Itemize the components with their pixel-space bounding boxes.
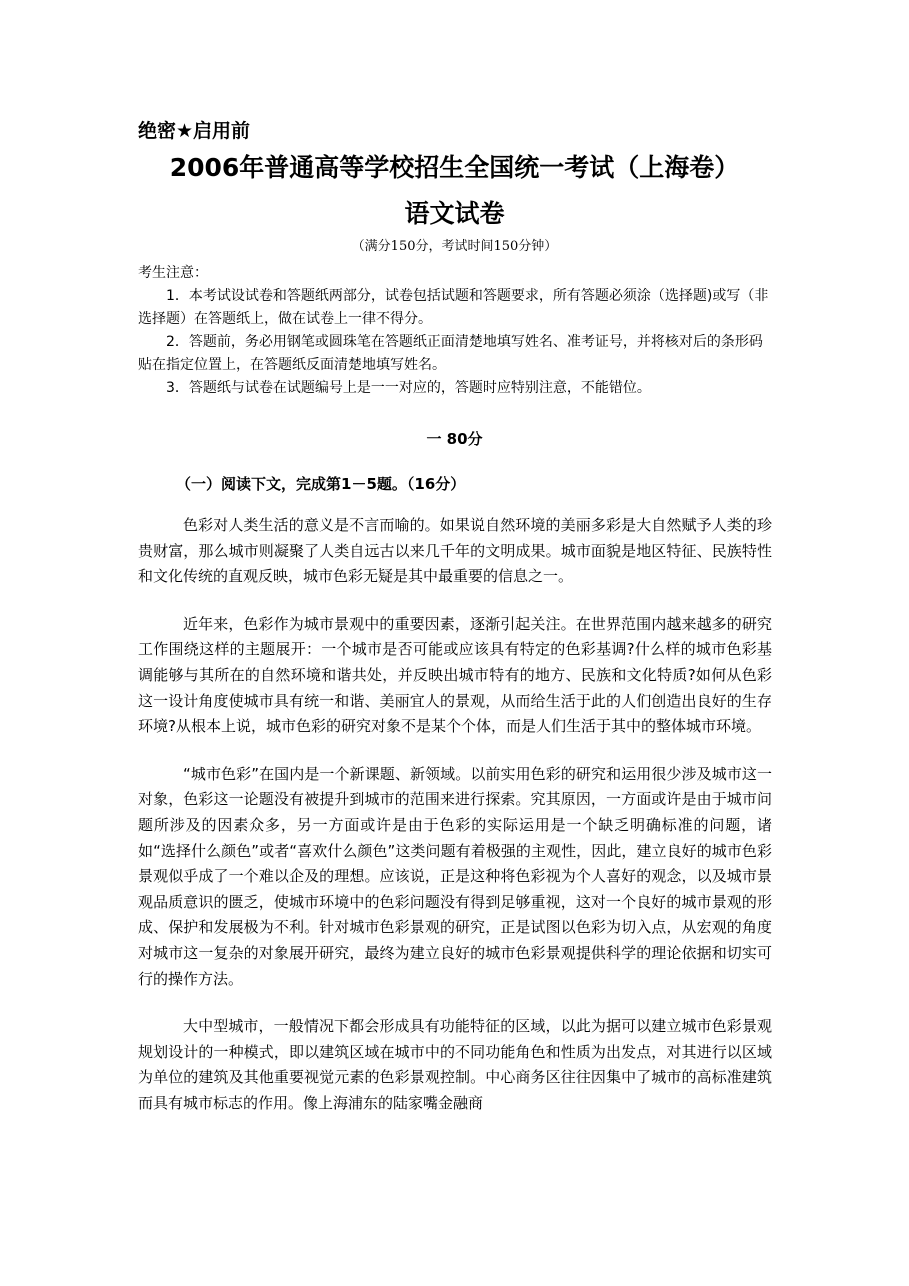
section-title: 一 80分 [426,430,483,448]
notice-item-1: 1．本考试设试卷和答题纸两部分，试卷包括试题和答题要求，所有答题必须涂（选择题)或写（非选择题）在答题纸上，做在试卷上一律不得分。 [138,288,769,327]
passage-paragraph-1: 色彩对人类生活的意义是不言而喻的。如果说自然环境的美丽多彩是大自然赋予人类的珍贵财富，那么城市则凝聚了人类自远古以来几千年的文明成果。城市面貌是地区特征、民族特性和文化传统的直观反映，城市色彩无疑是其中最重要的信息之一。 [138,516,772,586]
candidate-notice [138,262,772,400]
reading-passage [138,513,772,1138]
question-title: （一）阅读下文，完成第1－5题。（16分） [176,475,466,493]
passage-paragraph-3: “城市色彩”在国内是一个新课题、新领域。以前实用色彩的研究和运用很少涉及城市这一对象，色彩这一论题没有被提升到城市的范围来进行探索。究其原因，一方面或许是由于城市问题所涉及的因素众多，另一方面或许是由于色彩的实际运用是一个缺乏明确标准的问题，诸如“选择什么颜色”或者“喜欢什么颜色”这类问题有着极强的主观性，因此，建立良好的城市色彩景观似乎成了一个难以企及的理想。应该说，正是这种将色彩视为个人喜好的观念，以及城市景观品质意识的匮乏，使城市环境中的色彩问题没有得到足够重视，这对一个良好的城市景观的形成、保护和发展极为不利。针对城市色彩景观的研究，正是试图以色彩为切入点，从宏观的角度对城市这一复杂的对象展开研究，最终为建立良好的城市色彩景观提供科学的理论依据和切实可行的操作方法。 [138,764,772,988]
score-time-note: （满分150分，考试时间150分钟） [351,239,558,254]
exam-subtitle: 语文试卷 [404,199,505,228]
notice-item-2: 2．答题前，务必用钢笔或圆珠笔在答题纸正面清楚地填写姓名、准考证号，并将核对后的条形码贴在指定位置上，在答题纸反面清楚地填写姓名。 [138,334,763,373]
notice-title: 考生注意： [138,265,208,281]
passage-paragraph-2: 近年来，色彩作为城市景观中的重要因素，逐渐引起关注。在世界范围内越来越多的研究工作围绕这样的主题展开：一个城市是否可能或应该具有特定的色彩基调?什么样的城市色彩基调能够与其所在的自然环境和谐共处，并反映出城市特有的地方、民族和文化特质?如何从色彩这一设计角度使城市具有统一和谐、美丽宜人的景观，从而给生活于此的人们创造出良好的生存环境?从根本上说，城市色彩的研究对象不是某个个体，而是人们生活于其中的整体城市环境。 [138,614,772,736]
exam-title: 2006年普通高等学校招生全国统一考试（上海卷） [169,153,740,182]
notice-item-3: 3．答题纸与试卷在试题编号上是一一对应的，答题时应特别注意，不能错位。 [166,380,651,396]
confidential-label: 绝密★启用前 [138,120,251,142]
passage-paragraph-4: 大中型城市，一般情况下都会形成具有功能特征的区域，以此为据可以建立城市色彩景观规划设计的一种模式，即以建筑区域在城市中的不同功能角色和性质为出发点，对其进行以区域为单位的建筑及其他重要视觉元素的色彩景观控制。中心商务区往往因集中了城市的高标准建筑而具有城市标志的作用。像上海浦东的陆家嘴金融商 [138,1017,772,1112]
